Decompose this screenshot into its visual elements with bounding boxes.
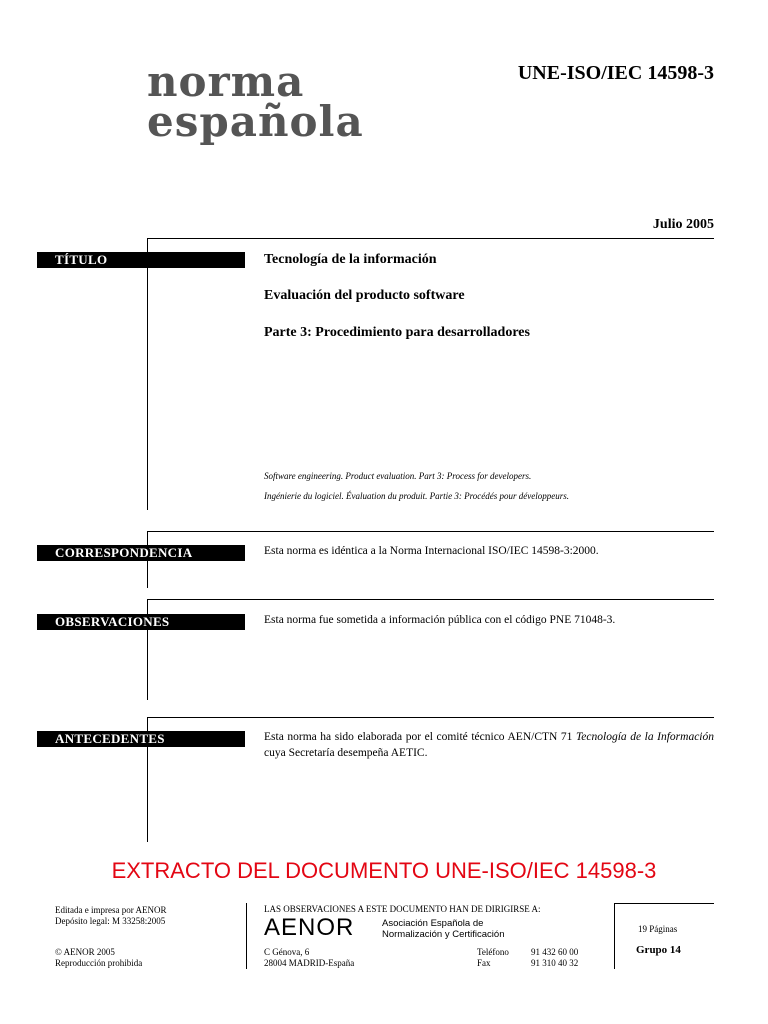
antecedentes-committee: Tecnología de la Información xyxy=(575,731,714,743)
tel-label: Teléfono xyxy=(477,947,509,957)
contact-numbers xyxy=(531,947,578,969)
rule-observaciones xyxy=(147,599,714,600)
observaciones-text: Esta norma fue sometida a información pública con el código PNE 71048-3. xyxy=(264,614,616,626)
rule-correspondencia xyxy=(147,531,714,532)
antecedentes-text xyxy=(264,729,714,761)
correspondencia-text: Esta norma es idéntica a la Norma Internacional ISO/IEC 14598-3:2000. xyxy=(264,545,599,557)
copyright: © AENOR 2005 xyxy=(55,947,115,957)
assoc-line1: Asociación Española de xyxy=(382,918,484,929)
label-correspondencia: CORRESPONDENCIA xyxy=(37,545,245,561)
rule-titulo xyxy=(147,238,714,239)
title-line-2: Evaluación del producto software xyxy=(264,288,465,303)
aenor-logo: AENOR xyxy=(264,914,355,941)
observations-notice: LAS OBSERVACIONES A ESTE DOCUMENTO HAN DE DIRIGIRSE A: xyxy=(264,904,541,914)
norma-espanola-title xyxy=(147,57,364,146)
label-observaciones: OBSERVACIONES xyxy=(37,614,245,630)
contact-labels xyxy=(477,947,509,969)
edited-by: Editada e impresa por AENOR xyxy=(55,905,167,915)
page-count: 19 Páginas xyxy=(638,924,678,934)
assoc-line2: Normalización y Certificación xyxy=(382,929,505,940)
fax-label: Fax xyxy=(477,958,491,968)
vertical-rule-titulo xyxy=(147,238,148,510)
norma-line2: española xyxy=(147,97,364,146)
footer-rule-right xyxy=(614,903,714,904)
label-antecedentes: ANTECEDENTES xyxy=(37,731,245,747)
title-line-3: Parte 3: Procedimiento para desarrolladores xyxy=(264,325,530,340)
reproduction-notice: Reproducción prohibida xyxy=(55,958,143,968)
extract-banner: EXTRACTO DEL DOCUMENTO UNE-ISO/IEC 14598-3 xyxy=(111,858,657,883)
footer-copyright xyxy=(55,947,142,969)
footer-divider-left xyxy=(246,903,247,969)
address-city: 28004 MADRID-España xyxy=(264,958,355,968)
antecedentes-text-b: cuya Secretaría desempeña AETIC. xyxy=(264,747,428,759)
publication-date: Julio 2005 xyxy=(652,217,714,232)
legal-deposit: Depósito legal: M 33258:2005 xyxy=(55,916,166,926)
title-line-1: Tecnología de la información xyxy=(264,252,437,267)
footer-divider-right xyxy=(614,903,615,969)
norma-line1: norma xyxy=(147,57,305,106)
french-title: Ingénierie du logiciel. Évaluation du produit. Partie 3: Procédés pour développeurs. xyxy=(264,491,570,501)
tel-number: 91 432 60 00 xyxy=(531,947,579,957)
aenor-association xyxy=(382,918,504,940)
standard-code: UNE-ISO/IEC 14598-3 xyxy=(517,62,714,84)
address-street: C Génova, 6 xyxy=(264,947,310,957)
english-title: Software engineering. Product evaluation. Part 3: Process for developers. xyxy=(264,471,532,481)
aenor-address xyxy=(264,947,354,969)
rule-antecedentes xyxy=(147,717,714,718)
label-titulo: TÍTULO xyxy=(37,252,245,268)
fax-number: 91 310 40 32 xyxy=(531,958,579,968)
price-group: Grupo 14 xyxy=(636,944,681,956)
footer-publisher xyxy=(55,905,166,927)
antecedentes-text-a: Esta norma ha sido elaborada por el comité técnico AEN/CTN 71 xyxy=(264,731,576,743)
